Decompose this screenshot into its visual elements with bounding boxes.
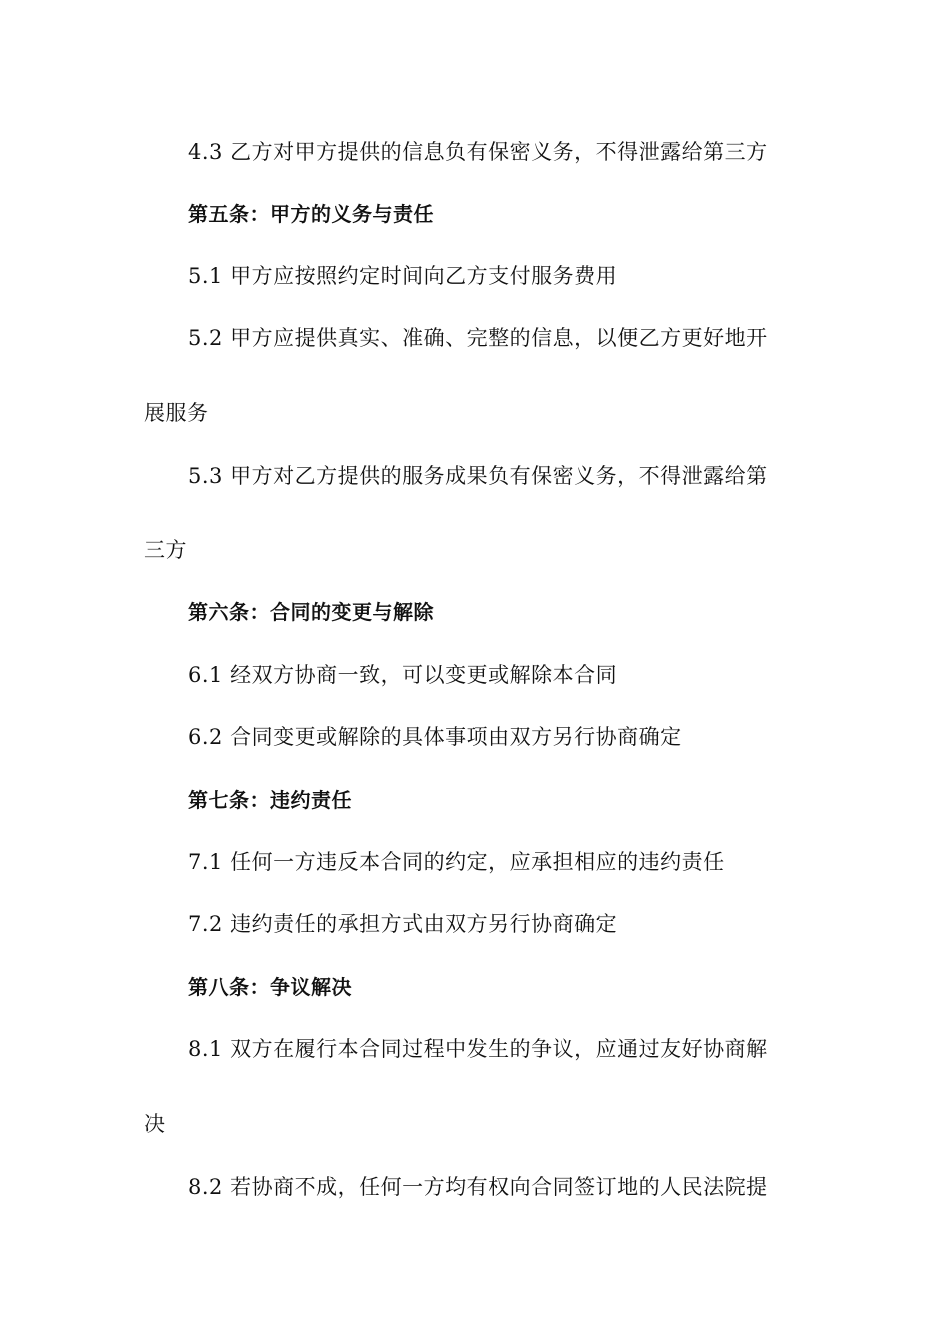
clause-5-2-continuation: 展服务 (144, 401, 209, 425)
clause-5-3-continuation: 三方 (144, 538, 187, 562)
clause-8-1-continuation: 决 (144, 1112, 166, 1136)
clause-6-2: 6.2 合同变更或解除的具体事项由双方另行协商确定 (188, 725, 682, 749)
article-7-heading: 第七条：违约责任 (188, 788, 352, 812)
clause-7-1: 7.1 任何一方违反本合同的约定，应承担相应的违约责任 (188, 850, 725, 874)
clause-4-3: 4.3 乙方对甲方提供的信息负有保密义务，不得泄露给第三方 (188, 140, 768, 164)
clause-8-2: 8.2 若协商不成，任何一方均有权向合同签订地的人民法院提 (188, 1175, 768, 1199)
article-6-heading: 第六条：合同的变更与解除 (188, 600, 434, 624)
article-8-heading: 第八条：争议解决 (188, 975, 352, 999)
article-5-heading: 第五条：甲方的义务与责任 (188, 202, 434, 226)
clause-6-1: 6.1 经双方协商一致，可以变更或解除本合同 (188, 663, 618, 687)
clause-5-3: 5.3 甲方对乙方提供的服务成果负有保密义务，不得泄露给第 (188, 464, 768, 488)
clause-5-2: 5.2 甲方应提供真实、准确、完整的信息，以便乙方更好地开 (188, 326, 768, 350)
clause-5-1: 5.1 甲方应按照约定时间向乙方支付服务费用 (188, 264, 618, 288)
clause-8-1: 8.1 双方在履行本合同过程中发生的争议，应通过友好协商解 (188, 1037, 768, 1061)
clause-7-2: 7.2 违约责任的承担方式由双方另行协商确定 (188, 912, 618, 936)
